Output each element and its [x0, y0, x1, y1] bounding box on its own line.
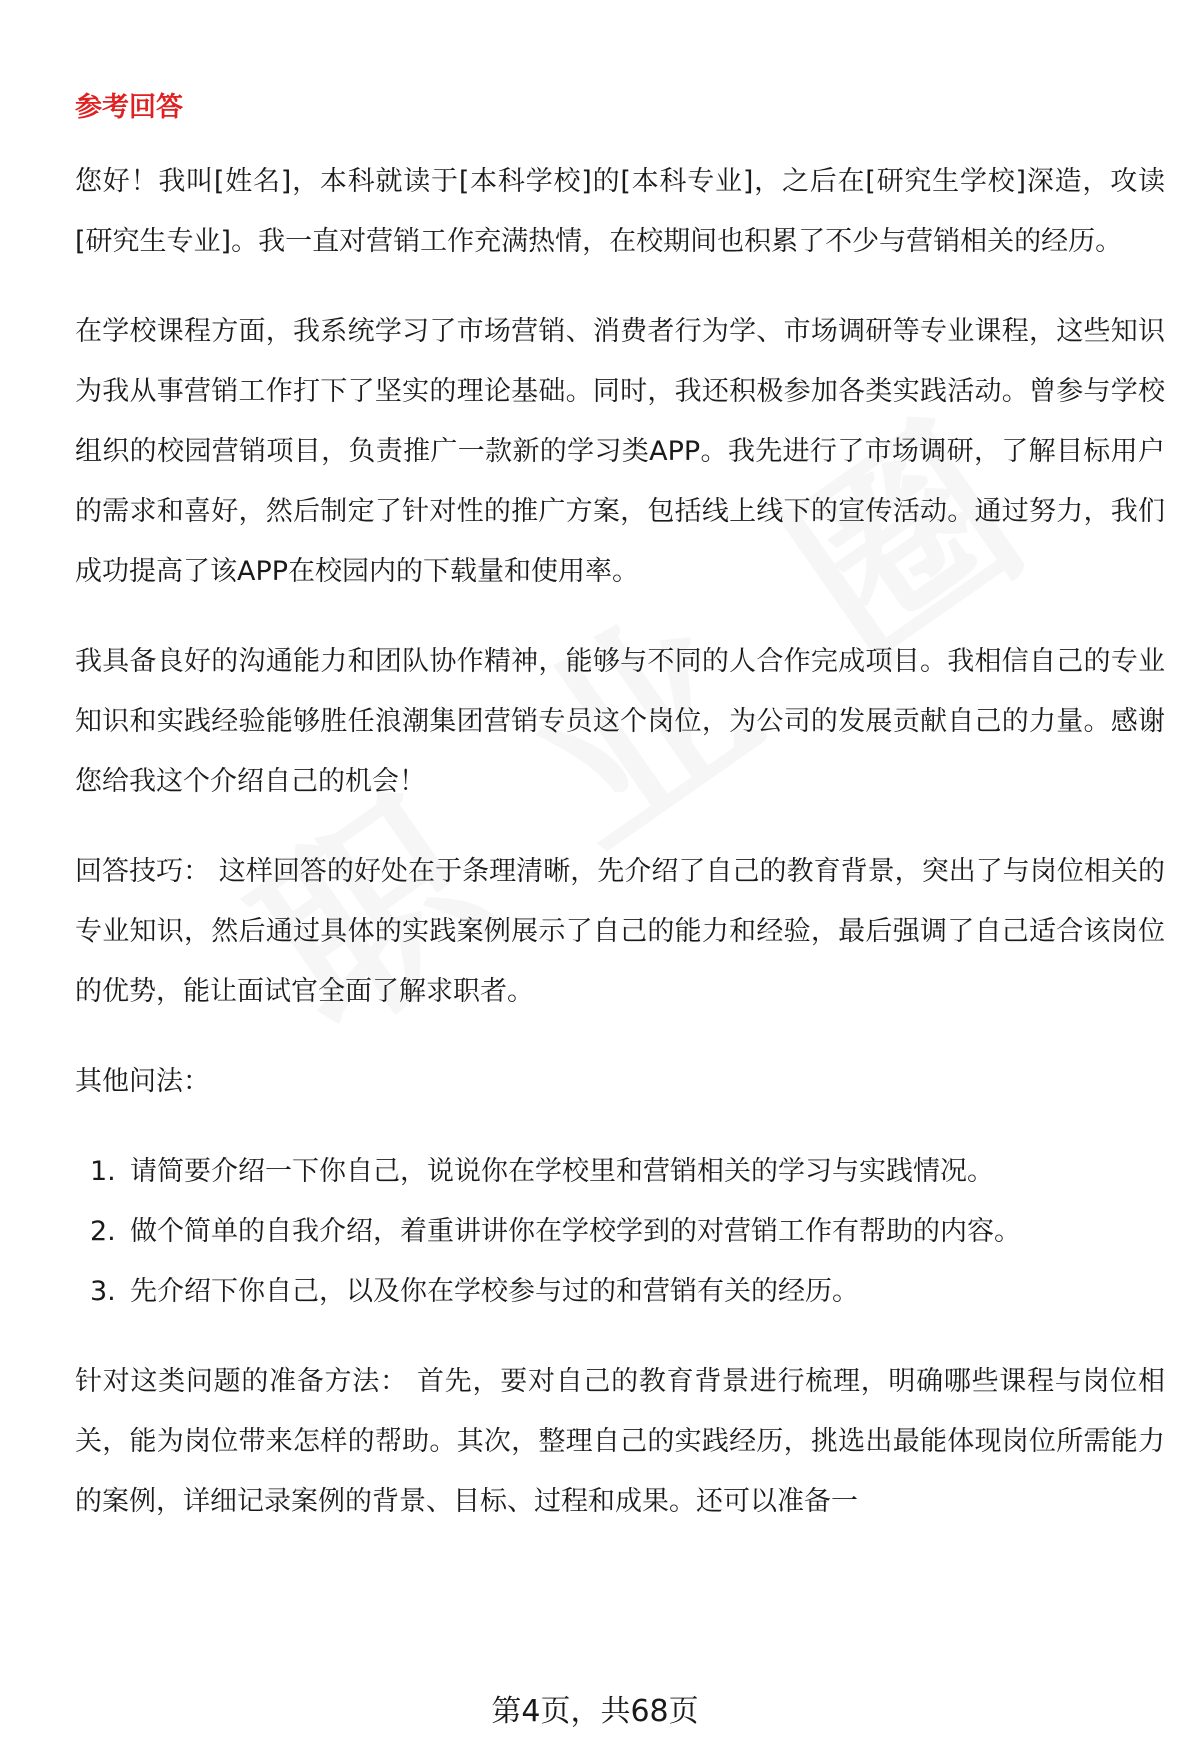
- other-questions-label: 其他问法：: [75, 1066, 210, 1097]
- list-item: [75, 1142, 1165, 1202]
- answer-paragraph-abilities: 我具备良好的沟通能力和团队协作精神，能够与不同的人合作完成项目。我相信自己的专业知识和实践经验能够胜任浪潮集团营销专员这个岗位，为公司的发展贡献自己的力量。感谢您给我这个介绍自己的机会！: [75, 646, 1165, 797]
- answer-paragraph-courses: 在学校课程方面，我系统学习了市场营销、消费者行为学、市场调研等专业课程，这些知识为我从事营销工作打下了坚实的理论基础。同时，我还积极参加各类实践活动。曾参与学校组织的校园营销项目，负责推广一款新的学习类APP。我先进行了市场调研，了解目标用户的需求和喜好，然后制定了针对性的推广方案，包括线上线下的宣传活动。通过努力，我们成功提高了该APP在校园内的下载量和使用率。: [75, 316, 1165, 587]
- list-item-text: 做个简单的自我介绍，着重讲讲你在学校学到的对营销工作有帮助的内容。: [130, 1216, 1021, 1247]
- answer-paragraph-intro: 您好！我叫[姓名]，本科就读于[本科学校]的[本科专业]，之后在[研究生学校]深造，攻读[研究生专业]。我一直对营销工作充满热情，在校期间也积累了不少与营销相关的经历。: [75, 166, 1165, 257]
- list-item-text: 请简要介绍一下你自己，说说你在学校里和营销相关的学习与实践情况。: [130, 1156, 994, 1187]
- preparation-paragraph: 针对这类问题的准备方法： 首先，要对自己的教育背景进行梳理，明确哪些课程与岗位相关，能为岗位带来怎样的帮助。其次，整理自己的实践经历，挑选出最能体现岗位所需能力的案例，详细记录案例的背景、目标、过程和成果。还可以准备一: [75, 1366, 1165, 1517]
- other-questions-list: [75, 1142, 1165, 1322]
- document-body: [75, 88, 1165, 1562]
- list-item-text: 先介绍下你自己，以及你在学校参与过的和营销有关的经历。: [130, 1276, 859, 1307]
- answer-tips-paragraph: 回答技巧： 这样回答的好处在于条理清晰，先介绍了自己的教育背景，突出了与岗位相关的专业知识，然后通过具体的实践案例展示了自己的能力和经验，最后强调了自己适合该岗位的优势，能让面试官全面了解求职者。: [75, 856, 1165, 1007]
- page-number: 第4页，共68页: [491, 1694, 699, 1729]
- list-item-number: 3.: [90, 1276, 116, 1307]
- section-heading: 参考回答: [75, 92, 183, 123]
- list-item-number: 2.: [90, 1216, 116, 1247]
- list-item: [75, 1262, 1165, 1322]
- list-item-number: 1.: [90, 1156, 116, 1187]
- list-item: [75, 1202, 1165, 1262]
